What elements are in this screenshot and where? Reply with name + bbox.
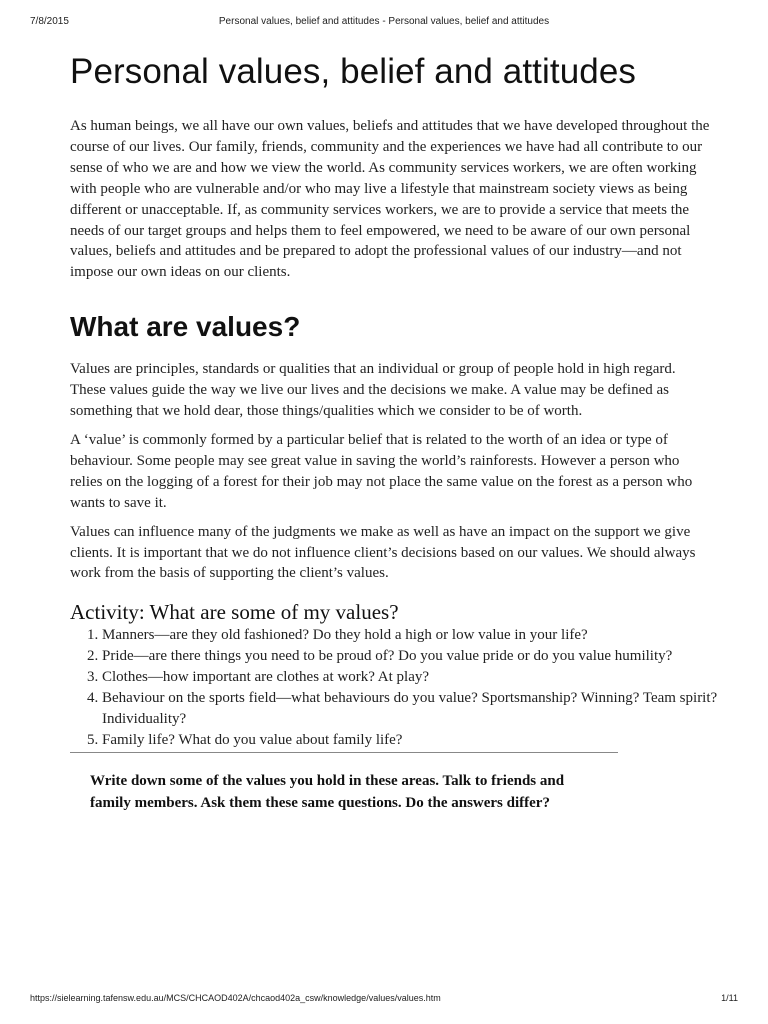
print-footer bbox=[30, 993, 738, 1007]
activity-item-family-life: 5. Family life? What do you value about family life? bbox=[102, 730, 718, 751]
values-paragraph-3: Values can influence many of the judgments we make as well as have an impact on the support we give clients. It is important that we do not influence client’s decisions based on our values. We should always work from the basis of supporting the client’s values. bbox=[70, 523, 696, 582]
activity-item-clothes: 3. Clothes—how important are clothes at work? At play? bbox=[102, 667, 718, 688]
activity-callout: Write down some of the values you hold in these areas. Talk to friends and family members. Ask them these same questions. Do the answers differ? bbox=[90, 772, 565, 811]
activity-item-manners: 1. Manners—are they old fashioned? Do they hold a high or low value in your life? bbox=[102, 625, 718, 646]
activity-title: Activity: What are some of my values? bbox=[70, 600, 399, 625]
divider-line bbox=[70, 752, 618, 753]
activity-item-behaviour: 4. Behaviour on the sports field—what behaviours do you value? Sportsmanship? Winning? Team spirit? Individuality? bbox=[102, 688, 718, 730]
activity-list bbox=[70, 625, 718, 750]
document-content bbox=[70, 48, 718, 814]
page-number: 1/11 bbox=[721, 993, 738, 1003]
activity-item-pride: 2. Pride—are there things you need to be proud of? Do you value pride or do you value humility? bbox=[102, 646, 718, 667]
print-header bbox=[30, 16, 738, 30]
print-url: https://sielearning.tafensw.edu.au/MCS/CHCAOD402A/chcaod402a_csw/knowledge/values/values.htm bbox=[30, 993, 441, 1003]
page-title: Personal values, belief and attitudes bbox=[70, 52, 637, 91]
print-page-title: Personal values, belief and attitudes - Personal values, belief and attitudes bbox=[218, 16, 550, 27]
section-title-values: What are values? bbox=[70, 311, 301, 343]
print-date: 7/8/2015 bbox=[30, 16, 69, 27]
values-paragraph-1: Values are principles, standards or qualities that an individual or group of people hold in high regard. These values guide the way we live our lives and the decisions we make. A value may be defined as something that we hold dear, those things/qualities which we consider to be of worth. bbox=[70, 361, 676, 420]
values-paragraph-2: A ‘value’ is commonly formed by a particular belief that is related to the worth of an idea or type of behaviour. Some people may see great value in saving the world’s rainforests. However a person who relies on the logging of a forest for their job may not place the same value on the forest as a person who wants to save it. bbox=[70, 431, 693, 511]
intro-paragraph: As human beings, we all have our own values, beliefs and attitudes that we have developed throughout the course of our lives. Our family, friends, community and the experiences we have had all contribute to our sense of who we are and how we view the world. As community services workers, we are often working with people who are vulnerable and/or who may live a lifestyle that mainstream society views as being different or unacceptable. If, as community services workers, we are to provide a service that meets the needs of our target groups and helps them to feel empowered, we need to be aware of our own personal values, beliefs and attitudes and be prepared to adopt the professional values of our industry—and not impose our own ideas on our clients. bbox=[70, 118, 710, 281]
